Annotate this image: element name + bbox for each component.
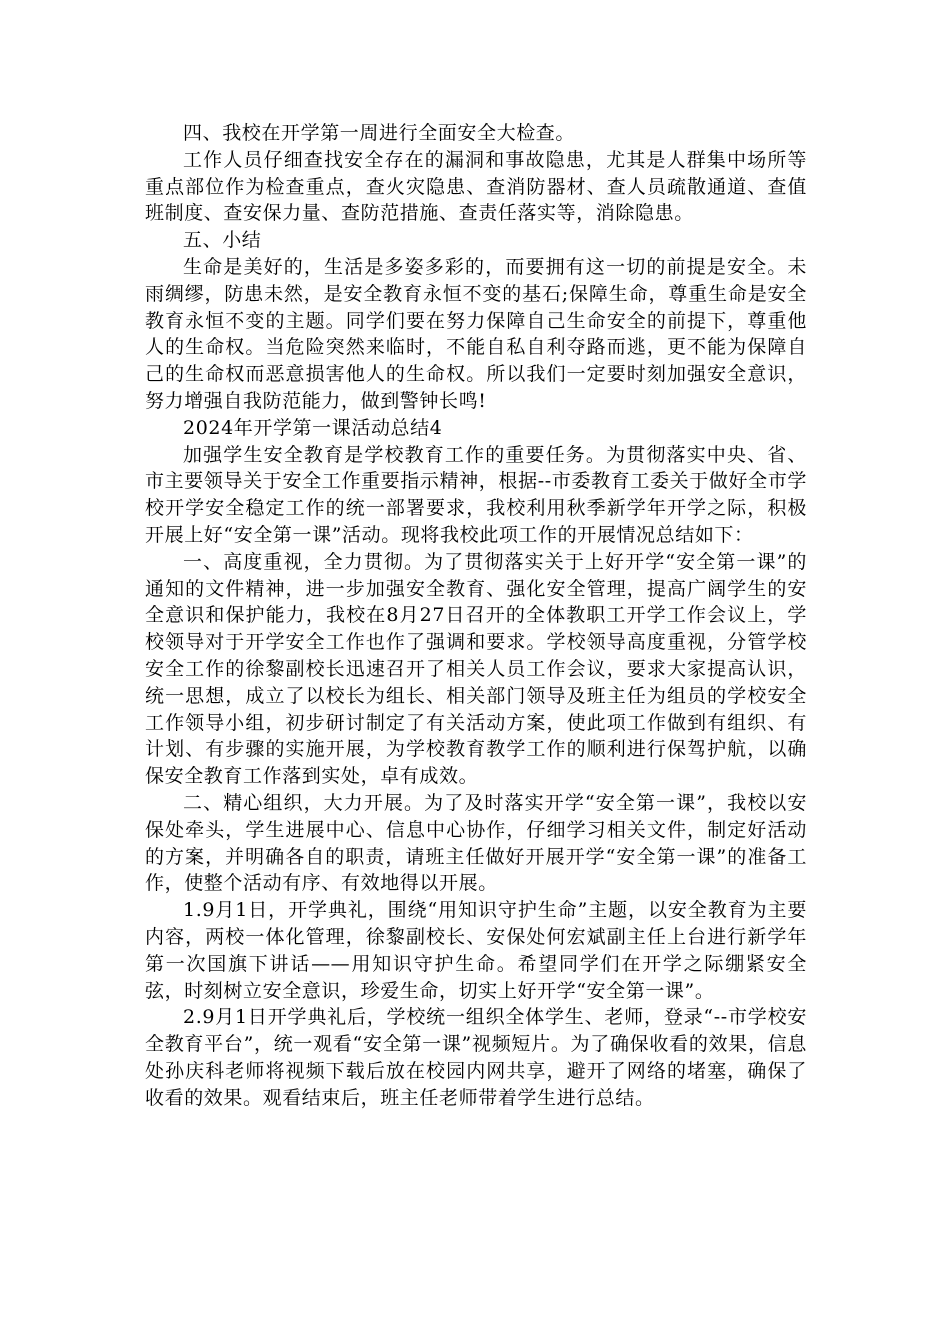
paragraph-item-2: 2.9月1日开学典礼后，学校统一组织全体学生、老师，登录“--市学校安全教育平台”，统一观看“安全第一课”视频短片。为了确保收看的效果，信息处孙庆科老师将视频下载后放在校园内网共享，避开了网络的堵塞，确保了收看的效果。观看结束后，班主任老师带着学生进行总结。 — [145, 1006, 807, 1109]
paragraph-safety-inspection-heading: 四、我校在开学第一周进行全面安全大检查。 — [183, 122, 576, 144]
section-title: 2024年开学第一课活动总结4 — [183, 416, 443, 439]
paragraph-point-two: 二、精心组织，大力开展。为了及时落实开学“安全第一课”，我校以安保处牵头，学生进展中心、信息中心协作，仔细学习相关文件，制定好活动的方案，并明确各自的职责，请班主任做好开展开学“安全第一课”的准备工作，使整个活动有序、有效地得以开展。 — [145, 791, 807, 895]
paragraph-intro: 加强学生安全教育是学校教育工作的重要任务。为贯彻落实中央、省、市主要领导关于安全工作重要指示精神，根据--市委教育工委关于做好全市学校开学安全稳定工作的统一部署要求，我校利用秋季新学年开学之际，积极开展上好“安全第一课”活动。现将我校此项工作的开展情况总结如下： — [145, 443, 807, 546]
paragraph-point-one: 一、高度重视，全力贯彻。为了贯彻落实关于上好开学“安全第一课”的通知的文件精神，进一步加强安全教育、强化安全管理，提高广阔学生的安全意识和保护能力，我校在8月27日召开的全体教职工开学工作会议上，学校领导对于开学安全工作也作了强调和要求。学校领导高度重视，分管学校安全工作的徐黎副校长迅速召开了相关人员工作会议，要求大家提高认识，统一思想，成立了以校长为组长、相关部门领导及班主任为组员的学校安全工作领导小组，初步研讨制定了有关活动方案，使此项工作做到有组织、有计划、有步骤的实施开展，为学校教育教学工作的顺利进行保驾护航，以确保安全教育工作落到实处，卓有成效。 — [145, 550, 807, 788]
document-body — [145, 120, 807, 1111]
paragraph-safety-inspection-body: 工作人员仔细查找安全存在的漏洞和事故隐患，尤其是人群集中场所等重点部位作为检查重点，查火灾隐患、查消防器材、查人员疏散通道、查值班制度、查安保力量、查防范措施、查责任落实等，消除隐患。 — [145, 148, 807, 225]
paragraph-summary-heading: 五、小结 — [183, 229, 262, 252]
paragraph-summary-body: 生命是美好的，生活是多姿多彩的，而要拥有这一切的前提是安全。未雨绸缪，防患未然，是安全教育永恒不变的基石;保障生命，尊重生命是安全教育永恒不变的主题。同学们要在努力保障自己生命安全的前提下，尊重他人的生命权。当危险突然来临时，不能自私自利夺路而逃，更不能为保障自己的生命权而恶意损害他人的生命权。所以我们一定要时刻加强安全意识，努力增强自我防范能力，做到警钟长鸣! — [145, 255, 807, 412]
paragraph-item-1: 1.9月1日，开学典礼，围绕“用知识守护生命”主题，以安全教育为主要内容，两校一体化管理，徐黎副校长、安保处何宏斌副主任上台进行新学年第一次国旗下讲话——用知识守护生命。希望同学们在开学之际绷紧安全弦，时刻树立安全意识，珍爱生命，切实上好开学“安全第一课”。 — [145, 899, 807, 1002]
